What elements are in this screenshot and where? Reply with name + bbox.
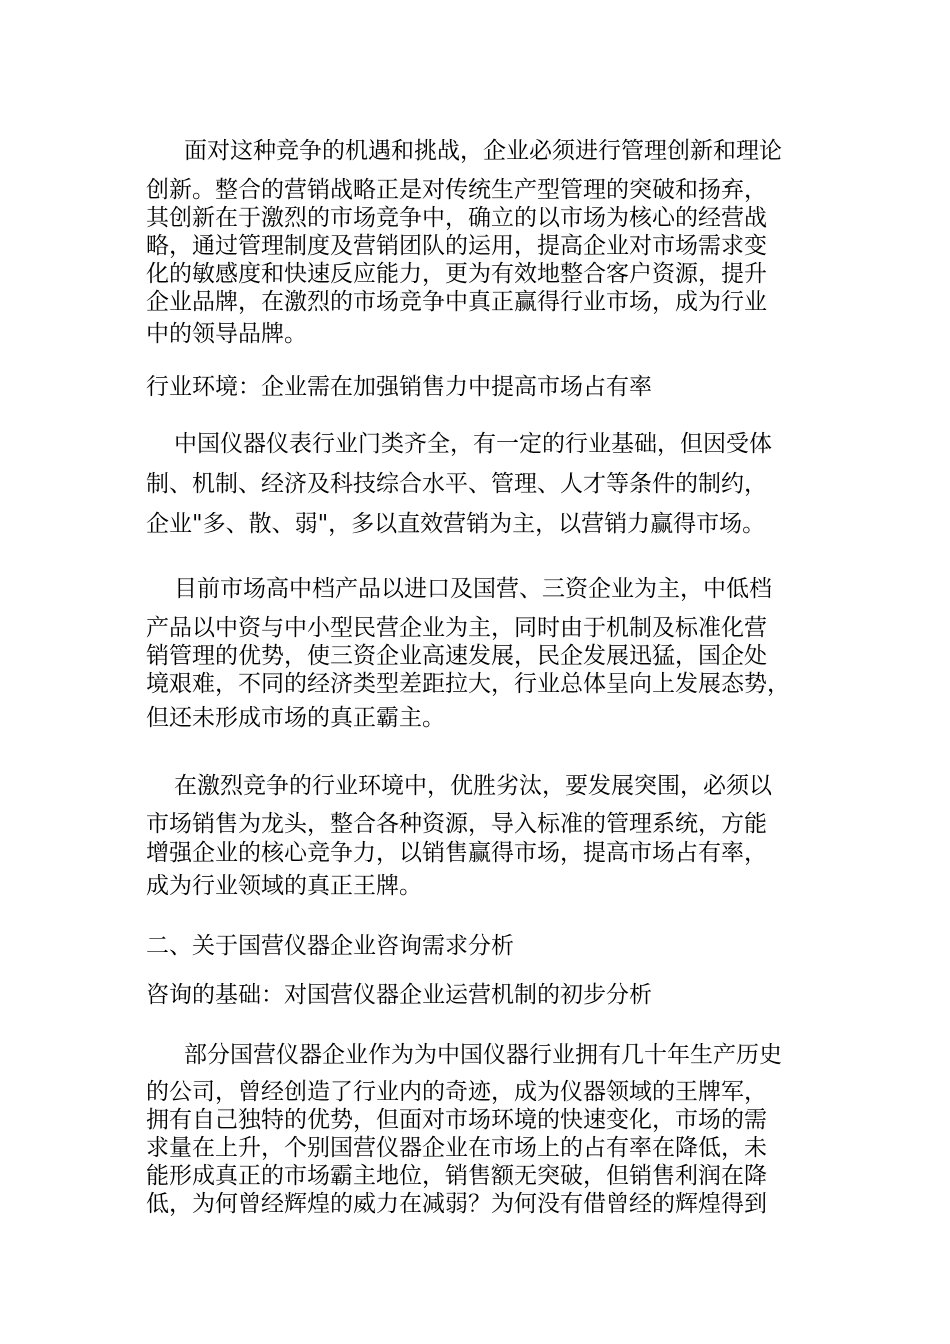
section-heading-industry-environment: 行业环境：企业需在加强销售力中提高市场占有率: [146, 374, 652, 400]
paragraph-2-line-1: 中国仪器仪表行业门类齐全，有一定的行业基础，但因受体: [174, 431, 772, 457]
paragraph-1-line-7: 中的领导品牌。: [146, 321, 307, 347]
paragraph-1-line-1: 面对这种竞争的机遇和挑战，企业必须进行管理创新和理论: [184, 138, 782, 164]
section-heading-consulting-basis: 咨询的基础：对国营仪器企业运营机制的初步分析: [146, 982, 652, 1008]
paragraph-1-line-4: 略，通过管理制度及营销团队的运用，提高企业对市场需求变: [146, 233, 767, 259]
paragraph-3-line-5: 但还未形成市场的真正霸主。: [146, 705, 445, 731]
paragraph-4-line-2: 市场销售为龙头，整合各种资源，导入标准的管理系统，方能: [146, 811, 767, 837]
paragraph-5-line-5: 能形成真正的市场霸主地位，销售额无突破，但销售利润在降: [146, 1163, 767, 1189]
paragraph-4-line-3: 增强企业的核心竞争力，以销售赢得市场，提高市场占有率，: [146, 840, 767, 866]
paragraph-5-line-4: 求量在上升，个别国营仪器企业在市场上的占有率在降低，未: [146, 1135, 767, 1161]
paragraph-1-line-3: 其创新在于激烈的市场竞争中，确立的以市场为核心的经营战: [146, 205, 767, 231]
paragraph-1-line-5: 化的敏感度和快速反应能力，更为有效地整合客户资源，提升: [146, 261, 767, 287]
paragraph-4-line-1: 在激烈竞争的行业环境中，优胜劣汰，要发展突围，必须以: [174, 773, 772, 799]
paragraph-5-line-2: 的公司，曾经创造了行业内的奇迹，成为仪器领域的王牌军，: [146, 1079, 767, 1105]
paragraph-5-line-3: 拥有自己独特的优势，但面对市场环境的快速变化，市场的需: [146, 1107, 767, 1133]
paragraph-1-line-2: 创新。整合的营销战略正是对传统生产型管理的突破和扬弃，: [146, 177, 767, 203]
paragraph-3-line-2: 产品以中资与中小型民营企业为主，同时由于机制及标准化营: [146, 615, 767, 641]
paragraph-3-line-1: 目前市场高中档产品以进口及国营、三资企业为主，中低档: [174, 576, 772, 602]
paragraph-1-line-6: 企业品牌，在激烈的市场竞争中真正赢得行业市场，成为行业: [146, 289, 767, 315]
paragraph-2-line-3: 企业"多、散、弱"，多以直效营销为主，以营销力赢得市场。: [146, 511, 766, 537]
paragraph-2-line-2: 制、机制、经济及科技综合水平、管理、人才等条件的制约，: [146, 471, 767, 497]
paragraph-5-line-6: 低，为何曾经辉煌的威力在减弱？为何没有借曾经的辉煌得到: [146, 1191, 767, 1217]
paragraph-3-line-4: 境艰难，不同的经济类型差距拉大，行业总体呈向上发展态势，: [146, 671, 790, 697]
paragraph-3-line-3: 销管理的优势，使三资企业高速发展，民企发展迅猛，国企处: [146, 643, 767, 669]
paragraph-4-line-4: 成为行业领域的真正王牌。: [146, 873, 422, 899]
section-heading-consulting-demand: 二、关于国营仪器企业咨询需求分析: [146, 933, 514, 959]
paragraph-5-line-1: 部分国营仪器企业作为为中国仪器行业拥有几十年生产历史: [184, 1042, 782, 1068]
